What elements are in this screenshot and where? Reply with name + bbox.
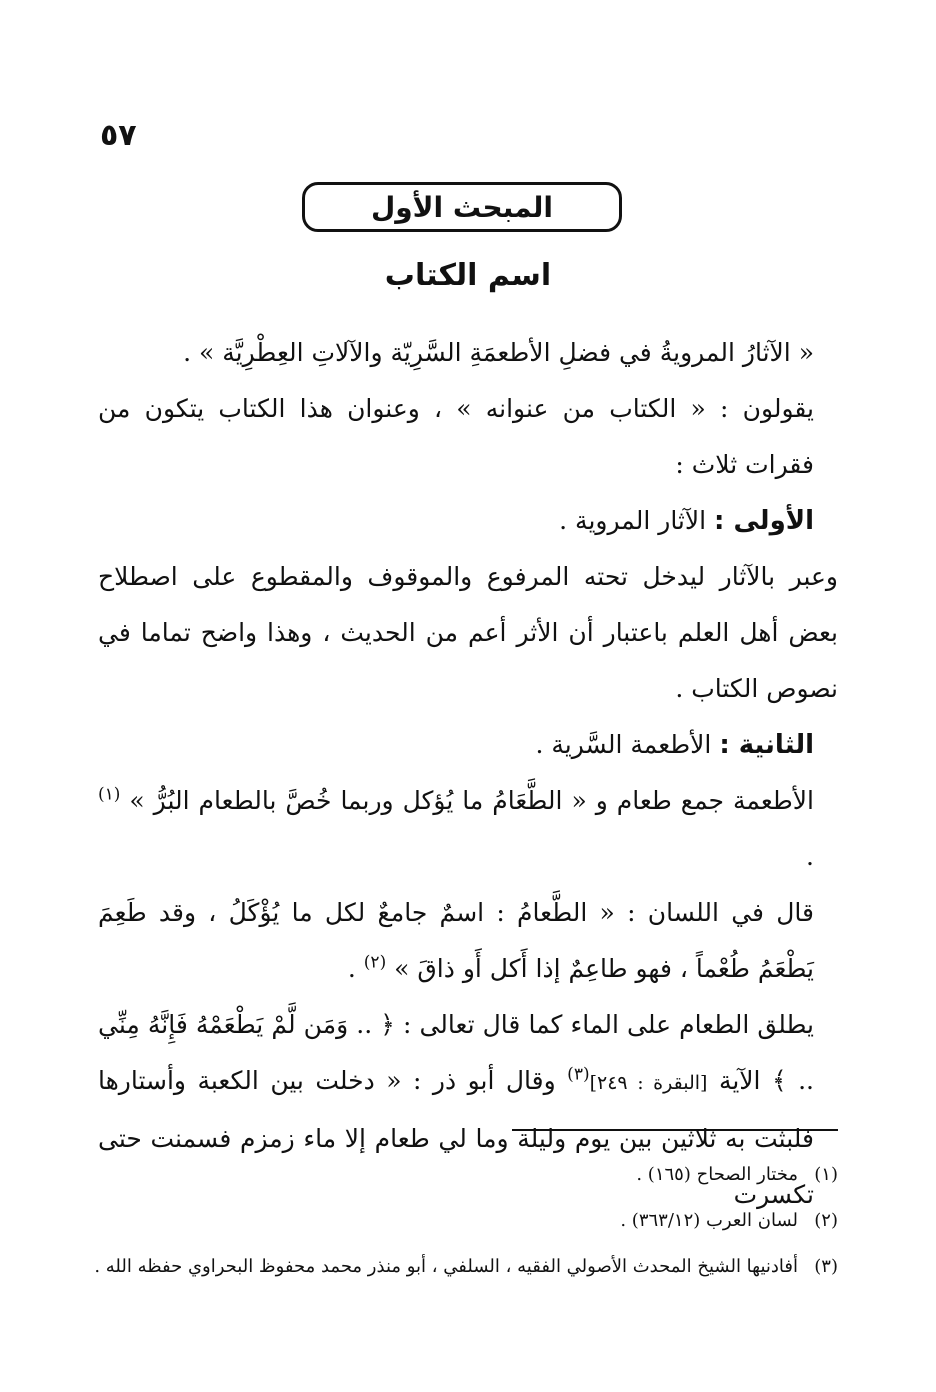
water-text: يطلق الطعام على الماء كما قال تعالى : ﴿ .. وَمَن لَّمْ يَطْعَمْهُ فَإِنَّهُ مِنِّي .. ﴾ الآية (98, 1010, 814, 1095)
page-number: ٥٧ (100, 118, 137, 153)
lisan-quote (98, 885, 838, 997)
footnote-ref-2[interactable]: (٢) (363, 952, 387, 973)
footnote-1 (98, 1152, 838, 1198)
abudhar-text: وقال أبو ذر : « دخلت بين الكعبة وأستارها فلبثت به ثلاثين بين يوم وليلة وما لي طعام إلا ماء زمزم فسمنت حتى تكسرت (98, 1066, 814, 1209)
main-text (98, 325, 838, 1223)
footnote-number: (٢) (814, 1210, 838, 1231)
footnote-text: مختار الصحاح (١٦٥) . (636, 1164, 798, 1185)
first-part-paragraph (98, 493, 838, 549)
footnote-ref-1[interactable]: (١) (98, 784, 121, 805)
lisan-text: قال في اللسان : « الطَّعامُ : اسمٌ جامعٌ لكل ما يُؤْكَلُ ، وقد طَعِمَ يَطْعَمُ طُعْماً ، فهو طاعِمٌ إذا أَكل أَو ذاقَ » (98, 898, 814, 983)
second-part-label: الثانية : (719, 730, 814, 760)
first-part-text: الآثار المروية . (559, 506, 707, 535)
second-part-paragraph (98, 717, 838, 773)
footnote-3 (94, 1244, 838, 1290)
first-part-label: الأولى : (714, 506, 814, 536)
footnote-text: أفادنيها الشيخ المحدث الأصولي الفقيه ، السلفي ، أبو منذر محمد محفوظ البحراوي حفظه الله . (94, 1256, 798, 1277)
athar-explanation: وعبر بالآثار ليدخل تحته المرفوع والموقوف والمقطوع على اصطلاح بعض أهل العلم باعتبار أن الأثر أعم من الحديث ، وهذا واضح تماما في نصوص الكتاب . (98, 562, 838, 703)
footnote-2 (98, 1198, 838, 1244)
saying-paragraph: يقولون : « الكتاب من عنوانه » ، وعنوان هذا الكتاب يتكون من فقرات ثلاث : (98, 394, 814, 479)
atima-end: . (806, 842, 814, 871)
lisan-end: . (347, 954, 356, 983)
atima-definition (98, 773, 838, 885)
footnote-divider (512, 1129, 838, 1131)
atima-text: الأطعمة جمع طعام و « الطَّعَامُ ما يُؤكل وربما خُصَّ بالطعام البُرُّ » (129, 786, 815, 815)
chapter-heading: اسم الكتاب (384, 258, 552, 293)
second-part-text: الأطعمة السَّرية . (535, 730, 712, 759)
quran-citation: [البقرة : ٢٤٩] (589, 1072, 708, 1094)
footnotes (94, 1152, 838, 1290)
section-title: المبحث الأول (370, 190, 554, 224)
footnote-number: (١) (814, 1164, 838, 1185)
section-title-box (302, 182, 622, 232)
book-title-quote: « الآثارُ المرويةُ في فضلِ الأطعمَةِ السَّرِيّة والآلاتِ العِطْرِيَّة » . (183, 338, 814, 367)
footnote-text: لسان العرب (٣٦٣/١٢) . (620, 1210, 798, 1231)
footnote-number: (٣) (814, 1256, 838, 1277)
footnote-ref-3[interactable]: (٣) (567, 1064, 590, 1085)
